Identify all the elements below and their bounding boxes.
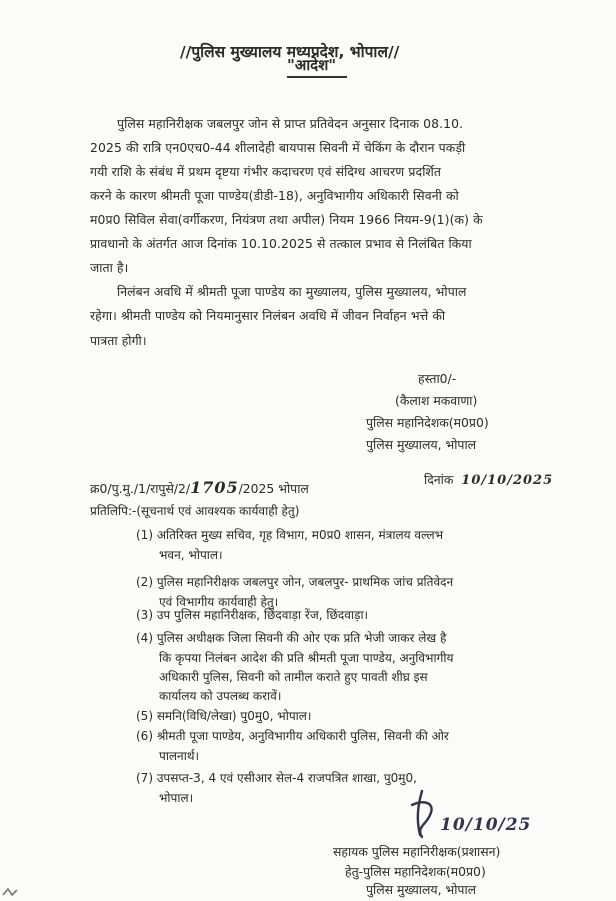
copy-to-heading: प्रतिलिपि:-(सूचनार्थ एवं आवश्यक कार्यवाही हेतु) xyxy=(90,504,300,518)
reference-date xyxy=(424,471,553,488)
body-line: म0प्र0 सिविल सेवा(वर्गीकरण, नियंत्रण तथा अपील) नियम 1966 नियम-9(1)(क) के xyxy=(90,212,483,227)
body-line: निलंबन अवधि में श्रीमती पूजा पाण्डेय का मुख्यालय, पुलिस मुख्यालय, भोपाल xyxy=(117,284,467,299)
office-header: //पुलिस मुख्यालय मध्यप्रदेश, भोपाल// xyxy=(180,43,400,61)
date-label: दिनांक xyxy=(424,472,454,487)
copy-to-item: (3) उप पुलिस महानिरीक्षक, छिंदवाड़ा रेंज, छिंदवाड़ा। xyxy=(136,608,369,622)
body-line: पात्रता होगी। xyxy=(90,333,147,348)
body-line: रहेगा। श्रीमती पाण्डेय को नियमानुसार निलंबन अवधि में जीवन निर्वाहन भत्ते की xyxy=(90,308,446,323)
copy-to-item: (6) श्रीमती पूजा पाण्डेय, अनुविभागीय अधिकारी पुलिस, सिवनी की ओर xyxy=(136,729,449,743)
copy-to-item: (5) समनि(विधि/लेखा) पु0मु0, भोपाल। xyxy=(136,709,312,723)
copy-to-item: पालनार्थ। xyxy=(159,749,200,763)
copy-to-item: भोपाल। xyxy=(159,791,194,805)
signatory-2-designation: सहायक पुलिस महानिरीक्षक(प्रशासन) xyxy=(333,844,501,859)
order-title: "आदेश" xyxy=(287,56,337,74)
reference-number xyxy=(90,478,309,497)
body-line: गयी राशि के संबंध में प्रथम दृष्टया गंभीर कदाचरण एवं संदिग्ध आचरण प्रदर्शित xyxy=(90,164,442,179)
title-underline xyxy=(287,76,347,78)
date-value: 10/10/2025 xyxy=(461,473,554,488)
copy-to-item: अधिकारी पुलिस, सिवनी को तामील कराते हुए पावती शीघ्र इस xyxy=(159,670,428,684)
copy-to-item: (1) अतिरिक्त मुख्य सचिव, गृह विभाग, म0प्र0 शासन, मंत्रालय वल्लभ xyxy=(136,528,444,542)
body-line: पुलिस महानिरीक्षक जबलपुर जोन से प्राप्त प्रतिवेदन अनुसार दिनाक 08.10. xyxy=(117,116,464,131)
copy-to-item: (4) पुलिस अधीक्षक जिला सिवनी की ओर एक प्रति भेजी जाकर लेख है xyxy=(136,631,447,645)
body-line: 2025 की रात्रि एन0एच0-44 शीलादेही बायपास सिवनी में चेकिंग के दौरान पकड़ी xyxy=(90,140,466,155)
copy-to-item: कार्यालय को उपलब्ध करावें। xyxy=(159,689,282,703)
signatory-2-on-behalf: हेतु-पुलिस महानिदेशक(म0प्र0) xyxy=(345,864,486,879)
copy-to-item: (2) पुलिस महानिरीक्षक जबलपुर जोन, जबलपुर- प्राथमिक जांच प्रतिवेदन xyxy=(136,575,454,589)
signatory-office: पुलिस मुख्यालय, भोपाल xyxy=(366,437,477,452)
signed-mark: हस्ता0/- xyxy=(418,371,457,386)
copy-to-item: (7) उपसप्त-3, 4 एवं एसीआर सेल-4 राजपत्रित शाखा, पु0मु0, xyxy=(136,771,417,785)
reference-prefix: क्र0/पु.मु./1/रापुसे/2/ xyxy=(90,481,191,496)
copy-to-item: भवन, भोपाल। xyxy=(159,548,223,562)
signatory-name: (कैलाश मकवाणा) xyxy=(395,393,478,408)
copy-to-item: कि कृपया निलंबन आदेश की प्रति श्रीमती पूजा पाण्डेय, अनुविभागीय xyxy=(159,651,454,665)
body-line: करने के कारण श्रीमती पूजा पाण्डेय(डीडी-18), अनुविभागीय अधिकारी सिवनी को xyxy=(90,188,459,203)
copy-to-item: एवं विभागीय कार्यवाही हेतु। xyxy=(159,595,279,609)
margin-mark xyxy=(0,881,20,901)
signature-date: 10/10/25 xyxy=(440,815,532,835)
signatory-2-office: पुलिस मुख्यालय, भोपाल xyxy=(366,882,477,897)
reference-suffix: /2025 भोपाल xyxy=(238,481,309,496)
body-line: प्रावधानो के अंतर्गत आज दिनांक 10.10.2025 से तत्काल प्रभाव से निलंबित किया xyxy=(90,236,472,251)
signatory-designation: पुलिस महानिदेशक(म0प्र0) xyxy=(366,415,489,430)
reference-handwritten-number: 1705 xyxy=(190,478,239,497)
body-line: जाता है। xyxy=(90,260,129,275)
